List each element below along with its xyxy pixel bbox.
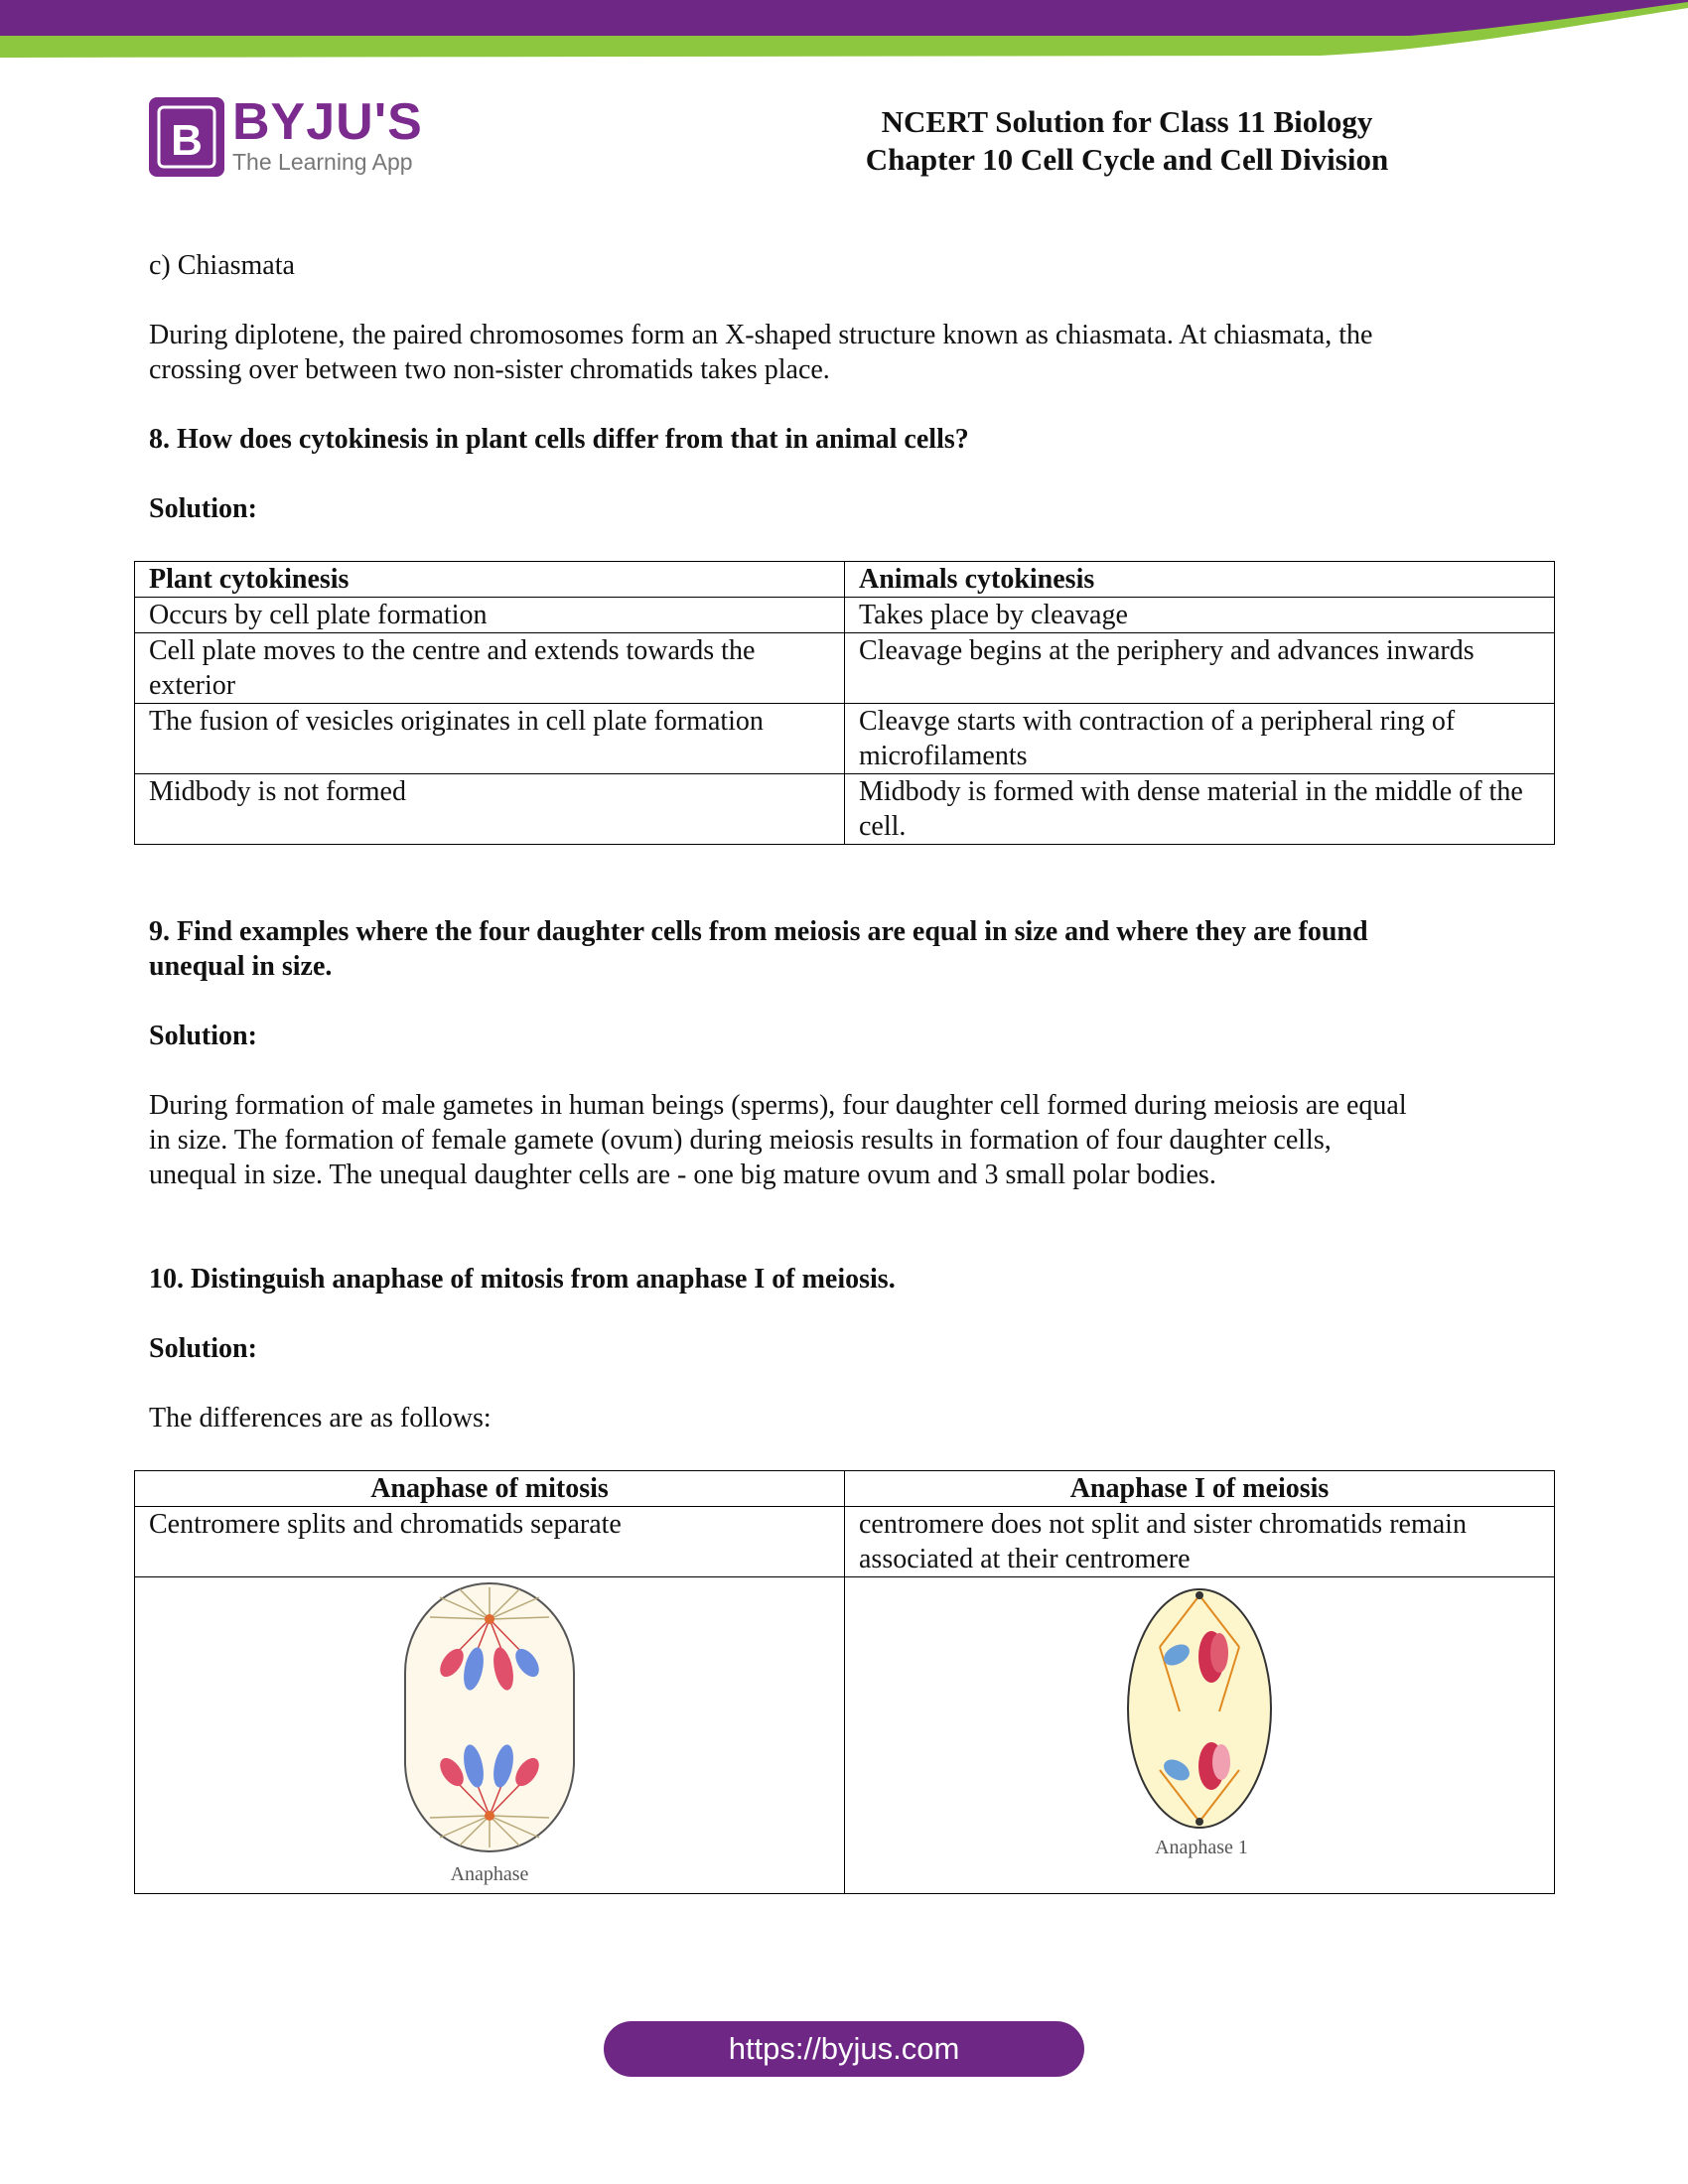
q10-solution-label: Solution: xyxy=(149,1333,257,1364)
q9-solution-label: Solution: xyxy=(149,1021,257,1051)
q9-answer-line: in size. The formation of female gamete (ovum) during meiosis results in formation of four daughter cells, xyxy=(149,1125,1332,1156)
q9-answer-line: unequal in size. The unequal daughter cells are - one big mature ovum and 3 small polar bodies. xyxy=(149,1160,1216,1190)
section-c-title: c) Chiasmata xyxy=(149,250,295,281)
table-cell: Cell plate moves to the centre and extends towards the exterior xyxy=(135,633,845,704)
page-title xyxy=(755,103,1499,179)
table-cell: Occurs by cell plate formation xyxy=(135,598,845,633)
title-line-2: Chapter 10 Cell Cycle and Cell Division xyxy=(865,142,1389,177)
section-c-body-line: During diplotene, the paired chromosomes form an X-shaped structure known as chiasmata. At chiasmata, the xyxy=(149,320,1373,350)
table-cell: centromere does not split and sister chromatids remain associated at their centromere xyxy=(845,1507,1555,1577)
table-cell: The fusion of vesicles originates in cell plate formation xyxy=(135,704,845,774)
table-header-cell: Anaphase of mitosis xyxy=(135,1471,845,1507)
brand-tagline: The Learning App xyxy=(232,149,413,175)
cytokinesis-table xyxy=(134,561,1555,845)
q8-solution-label: Solution: xyxy=(149,493,257,524)
table-cell: Centromere splits and chromatids separate xyxy=(135,1507,845,1577)
q10-intro: The differences are as follows: xyxy=(149,1403,492,1433)
table-cell: Midbody is formed with dense material in the middle of the cell. xyxy=(845,774,1555,845)
svg-text:B: B xyxy=(171,116,203,165)
figure-row xyxy=(135,1577,1555,1894)
q9-answer-line: During formation of male gametes in human beings (sperms), four daughter cell formed during meiosis are equal xyxy=(149,1090,1407,1121)
anaphase-meiosis-diagram xyxy=(1090,1577,1309,1891)
question-9-line: unequal in size. xyxy=(149,951,333,982)
document-body xyxy=(149,248,1559,1894)
table-header-cell: Plant cytokinesis xyxy=(135,562,845,598)
question-9-line: 9. Find examples where the four daughter cells from meiosis are equal in size and where they are found xyxy=(149,916,1368,947)
logo-mark-icon xyxy=(149,97,224,177)
table-row xyxy=(135,704,1555,774)
table-cell: Cleavge starts with contraction of a peripheral ring of microfilaments xyxy=(845,704,1555,774)
section-c-body-line: crossing over between two non-sister chromatids takes place. xyxy=(149,354,830,385)
anaphase-table xyxy=(134,1470,1555,1894)
byjus-logo[interactable] xyxy=(149,93,423,177)
table-row xyxy=(135,1507,1555,1577)
figure-caption: Anaphase xyxy=(450,1863,529,1885)
brand-name: BYJU'S xyxy=(232,93,423,151)
mitosis-figure-cell xyxy=(135,1577,845,1894)
table-cell: Midbody is not formed xyxy=(135,774,845,845)
table-row xyxy=(135,598,1555,633)
meiosis-figure-cell xyxy=(845,1577,1555,1894)
table-cell: Cleavage begins at the periphery and advances inwards xyxy=(845,633,1555,704)
table-row xyxy=(135,633,1555,704)
table-header-cell: Animals cytokinesis xyxy=(845,562,1555,598)
question-10: 10. Distinguish anaphase of mitosis from anaphase I of meiosis. xyxy=(149,1264,896,1295)
header-band xyxy=(0,0,1688,62)
table-header-cell: Anaphase I of meiosis xyxy=(845,1471,1555,1507)
figure-caption: Anaphase 1 xyxy=(1155,1837,1248,1858)
footer-url-link[interactable]: https://byjus.com xyxy=(604,2021,1084,2077)
table-header-row xyxy=(135,1471,1555,1507)
table-header-row xyxy=(135,562,1555,598)
question-8: 8. How does cytokinesis in plant cells differ from that in animal cells? xyxy=(149,424,969,455)
table-cell: Takes place by cleavage xyxy=(845,598,1555,633)
anaphase-mitosis-diagram xyxy=(380,1577,599,1891)
title-line-1: NCERT Solution for Class 11 Biology xyxy=(881,104,1373,139)
table-row xyxy=(135,774,1555,845)
